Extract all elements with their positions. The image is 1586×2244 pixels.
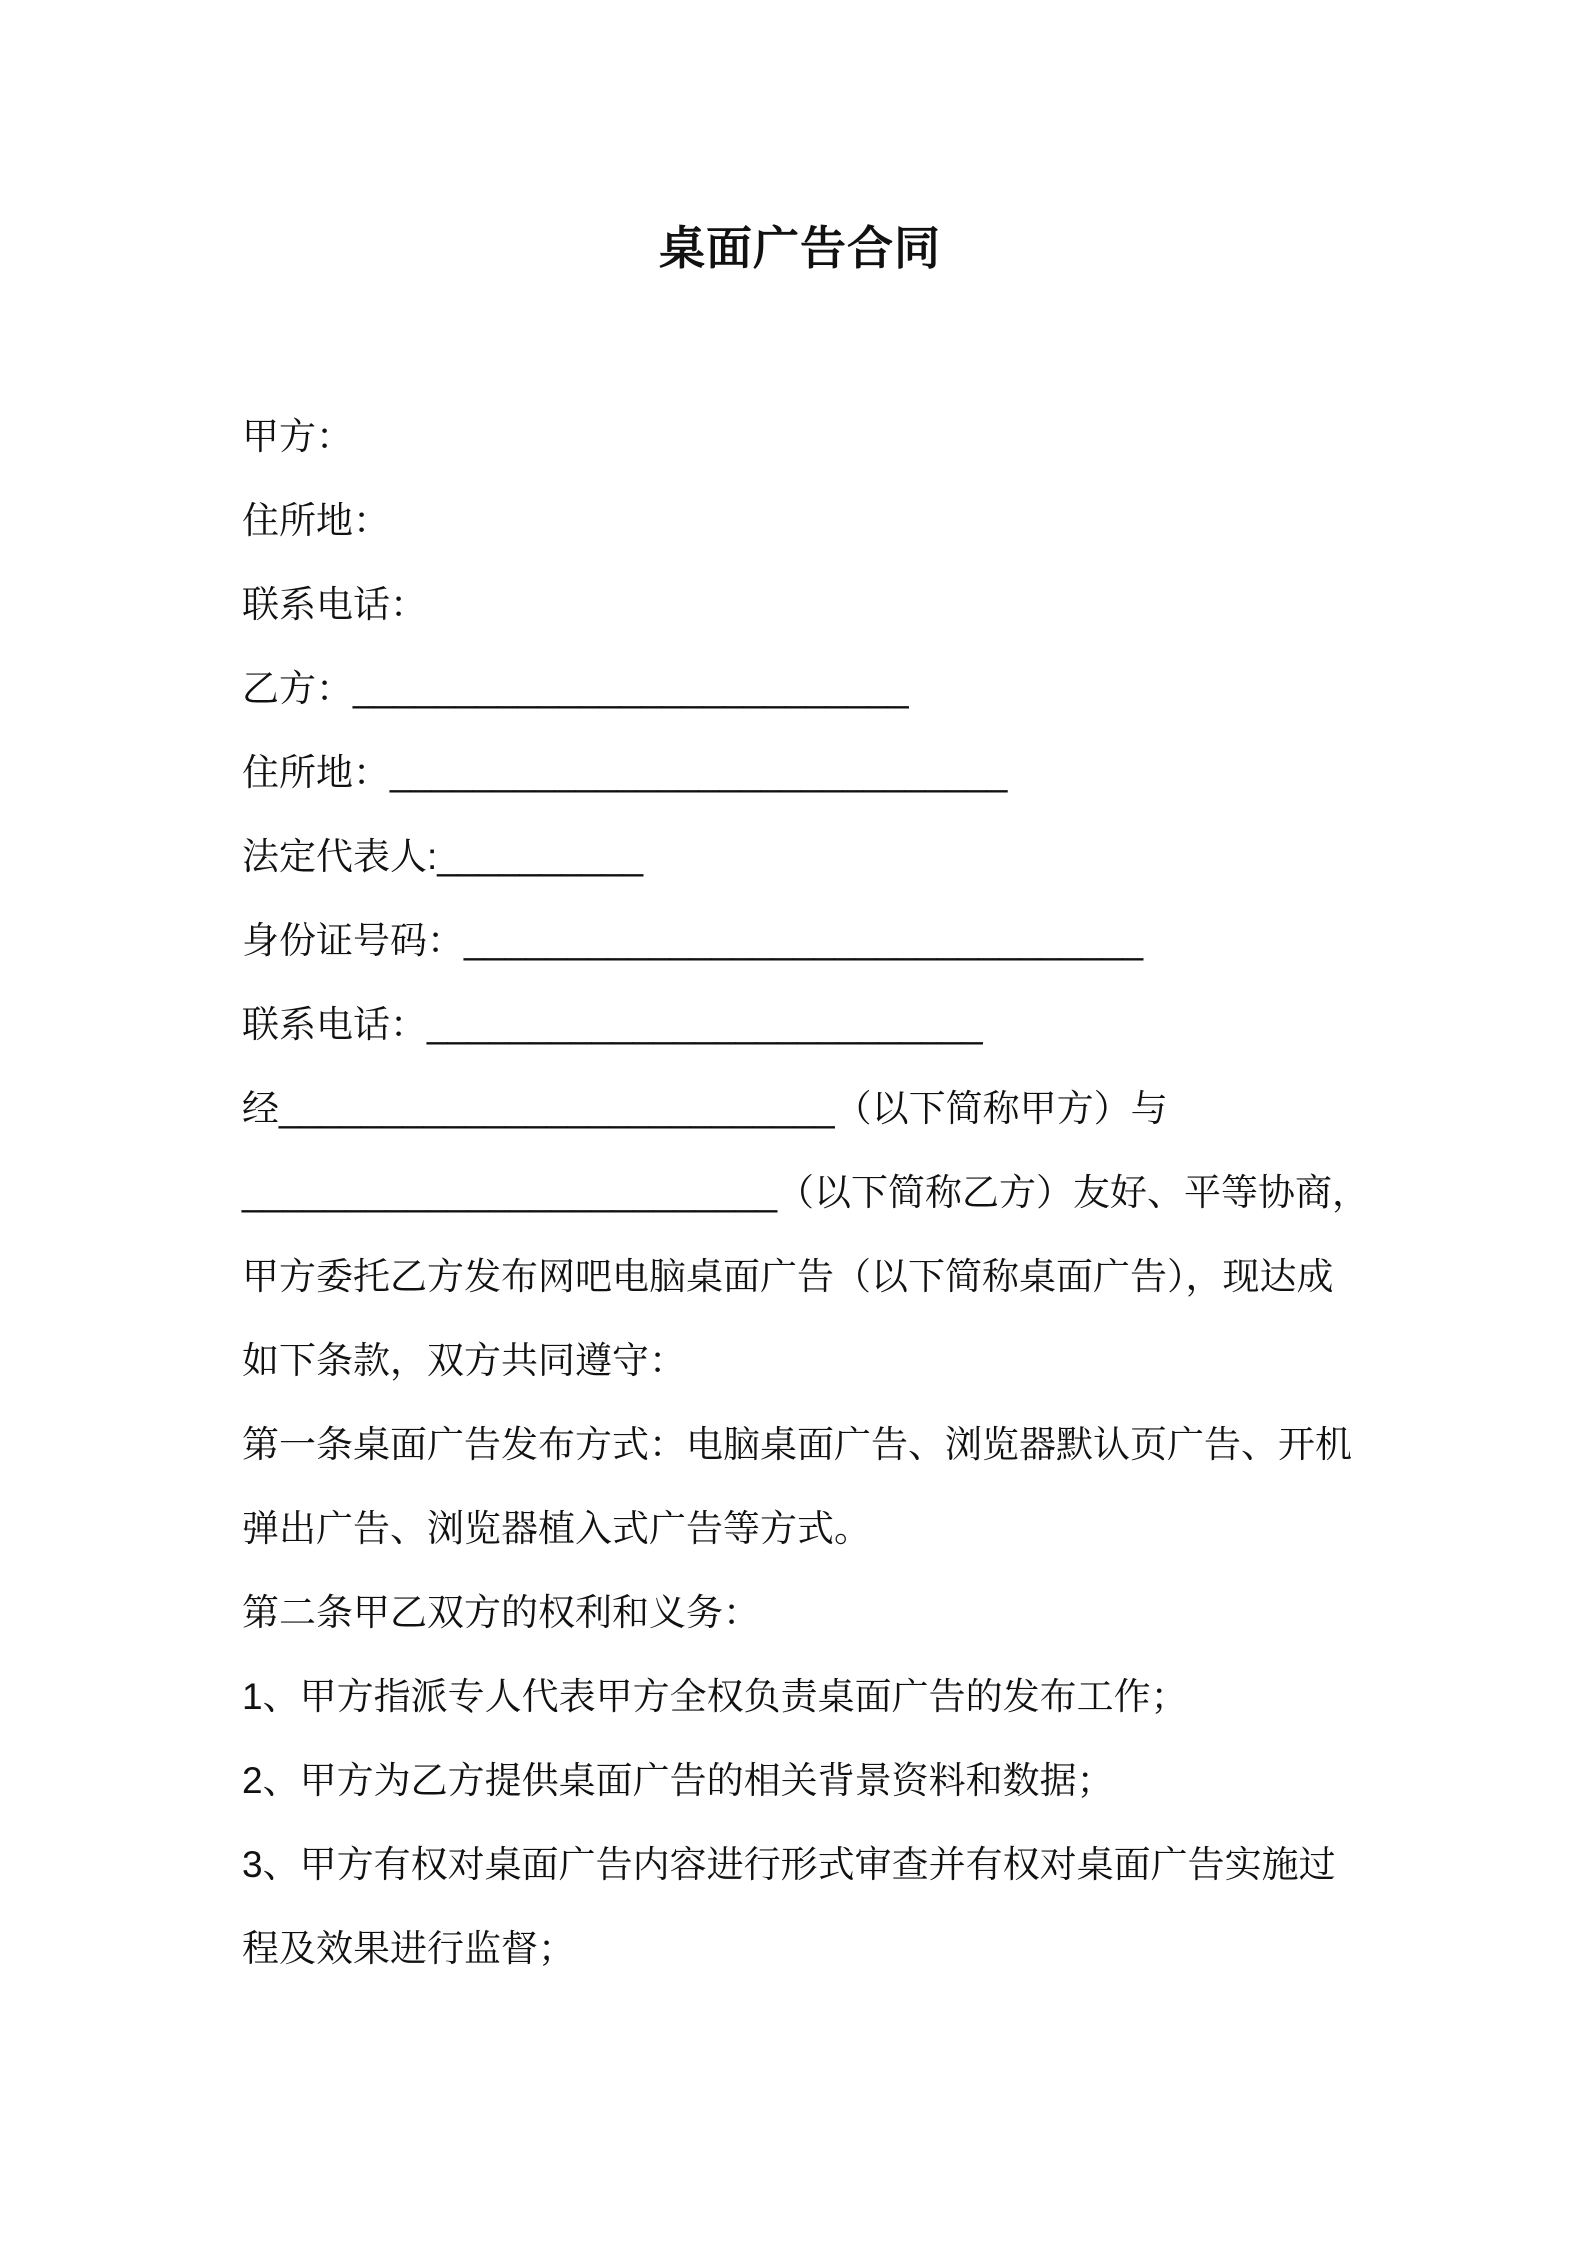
party-b-phone-line: 联系电话：___________________________ (242, 1004, 983, 1045)
contract-title: 桌面广告合同 (659, 222, 941, 274)
party-b-name-line: 乙方：___________________________ (242, 668, 909, 709)
article-2-item-3-continued: 程及效果进行监督； (242, 1928, 575, 1969)
party-b-id-number-line: 身份证号码：_________________________________ (242, 920, 1144, 961)
party-b-legal-rep-line: 法定代表人:__________ (242, 836, 644, 877)
article-2-item-3: 3、甲方有权对桌面广告内容进行形式审查并有权对桌面广告实施过 (242, 1844, 1336, 1885)
preamble-line: 甲方委托乙方发布网吧电脑桌面广告（以下简称桌面广告），现达成 (242, 1256, 1334, 1297)
article-2 (242, 1571, 1422, 1991)
party-a-phone-line: 联系电话： (242, 584, 427, 625)
preamble-paragraph (242, 1067, 1422, 1403)
article-2-heading: 第二条甲乙双方的权利和义务： (242, 1592, 760, 1633)
preamble-line: 经___________________________（以下简称甲方）与 (242, 1088, 1168, 1129)
party-a-address-line: 住所地： (242, 500, 390, 541)
party-b-address-line: 住所地：______________________________ (242, 752, 1008, 793)
party-b-section (242, 647, 1422, 1067)
preamble-line: 如下条款，双方共同遵守： (242, 1340, 686, 1381)
article-2-item-1: 1、甲方指派专人代表甲方全权负责桌面广告的发布工作； (242, 1676, 1188, 1717)
article-1 (242, 1403, 1422, 1571)
contract-body (242, 395, 1422, 1991)
article-2-item-2: 2、甲方为乙方提供桌面广告的相关背景资料和数据； (242, 1760, 1114, 1801)
article-1-line: 弹出广告、浏览器植入式广告等方式。 (242, 1508, 871, 1549)
party-a-section (242, 395, 1422, 647)
preamble-line: __________________________（以下简称乙方）友好、平等协商， (242, 1172, 1370, 1213)
party-a-name-line: 甲方： (242, 416, 353, 457)
article-1-line: 第一条桌面广告发布方式：电脑桌面广告、浏览器默认页广告、开机 (242, 1424, 1352, 1465)
